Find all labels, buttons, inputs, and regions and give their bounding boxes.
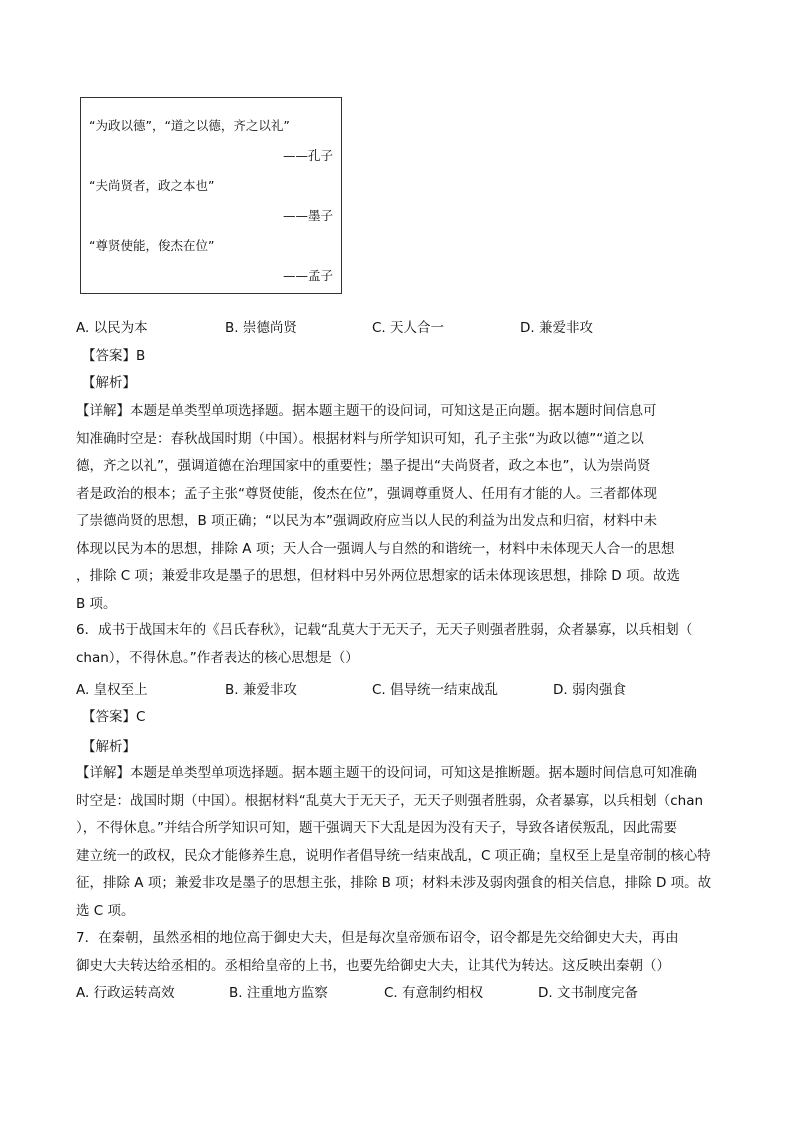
q6-answer: 【答案】C: [82, 709, 146, 725]
q5-option-c: C. 天人合一: [372, 320, 445, 336]
q6-detail-line: 征，排除 A 项；兼爱非攻是墨子的思想主张，排除 B 项；材料未涉及弱肉强食的相关信息，排除 D 项。故: [76, 875, 712, 891]
q5-detail-line: 了崇德尚贤的思想，B 项正确；“以民为本”强调政府应当以人民的利益为出发点和归宿，材料中未: [76, 513, 658, 529]
q6-stem: [76, 617, 716, 672]
q6-detail-line: 选 C 项。: [76, 902, 135, 919]
q5-analysis-label: 【解析】: [82, 375, 136, 391]
q6-option-a: A. 皇权至上: [76, 682, 148, 698]
q6-option-b: B. 兼爱非攻: [225, 682, 297, 698]
q5-detail-line: 知准确时空是：春秋战国时期（中国）。根据材料与所学知识可知，孔子主张“为政以德”“道之以: [76, 430, 644, 447]
q6-detail-line: ），不得休息。”并结合所学知识可知，题干强调天下大乱是因为没有天子，导致各诸侯叛乱，因此需要: [76, 820, 677, 836]
q7-stem-line: 御史大夫转达给丞相的。丞相给皇帝的上书，也要先给御史大夫，让其代为转达。这反映出秦朝（）: [76, 957, 670, 974]
q6-analysis-label: 【解析】: [82, 739, 136, 755]
q6-detail: [76, 760, 716, 925]
q5-detail-line: B 项。: [76, 595, 117, 612]
q6-option-c: C. 倡导统一结束战乱: [372, 682, 499, 698]
quote-mozi: “夫尚贤者，政之本也”: [89, 178, 215, 193]
q7-stem-line: 7．在秦朝，虽然丞相的地位高于御史大夫，但是每次皇帝颁布诏令，诏令都是先交给御史大夫，再由: [76, 930, 679, 946]
quote-mencius: “尊贤使能，俊杰在位”: [89, 238, 215, 253]
q6-stem-line: chan），不得休息。”作者表达的核心思想是（）: [76, 649, 359, 666]
q7-option-b: B. 注重地方监察: [229, 985, 328, 1001]
q6-option-d: D. 弱肉强食: [553, 682, 626, 698]
q5-detail-line: 体现以民为本的思想，排除 A 项；天人合一强调人与自然的和谐统一，材料中未体现天人合一的思想: [76, 540, 675, 557]
quote-attribution-confucius: ——孔子: [282, 148, 333, 163]
q7-option-d: D. 文书制度完备: [538, 985, 638, 1001]
q6-detail-line: 时空是：战国时期（中国）。根据材料“乱莫大于无天子，无天子则强者胜弱，众者暴寡，以兵相刬（chan: [76, 792, 704, 809]
q5-answer: 【答案】B: [82, 348, 146, 364]
q6-detail-line: 建立统一的政权，民众才能修养生息，说明作者倡导统一结束战乱，C 项正确；皇权至上是皇帝制的核心特: [76, 847, 711, 864]
q6-stem-line: 6．成书于战国末年的《吕氏春秋》，记载“乱莫大于无天子，无天子则强者胜弱，众者暴寡，以兵相刬（: [76, 622, 693, 638]
quote-box: [80, 97, 342, 294]
q5-detail-line: 德，齐之以礼”，强调道德在治理国家中的重要性；墨子提出“夫尚贤者，政之本也”，认为崇尚贤: [76, 458, 651, 474]
quote-attribution-mencius: ——孟子: [282, 268, 333, 283]
q5-option-b: B. 崇德尚贤: [225, 320, 297, 336]
q5-detail-line: 【详解】本题是单类型单项选择题。据本题主题干的设问词，可知这是正向题。据本题时间信息可: [76, 403, 657, 419]
q5-option-a: A. 以民为本: [76, 320, 148, 336]
q7-stem: [76, 925, 716, 980]
q5-detail-line: ，排除 C 项；兼爱非攻是墨子的思想，但材料中另外两位思想家的话未体现该思想，排除 D 项。故选: [76, 568, 680, 584]
q5-detail: [76, 398, 716, 618]
q5-option-d: D. 兼爱非攻: [520, 320, 593, 336]
q6-detail-line: 【详解】本题是单类型单项选择题。据本题主题干的设问词，可知这是推断题。据本题时间信息可知准确: [76, 765, 697, 781]
q5-detail-line: 者是政治的根本；孟子主张“尊贤使能，俊杰在位”，强调尊重贤人、任用有才能的人。三者都体现: [76, 485, 657, 502]
quote-attribution-mozi: ——墨子: [282, 208, 333, 223]
quote-confucius: “为政以德”，“道之以德，齐之以礼”: [89, 118, 290, 133]
q7-option-c: C. 有意制约相权: [384, 985, 484, 1001]
q7-option-a: A. 行政运转高效: [76, 985, 175, 1001]
